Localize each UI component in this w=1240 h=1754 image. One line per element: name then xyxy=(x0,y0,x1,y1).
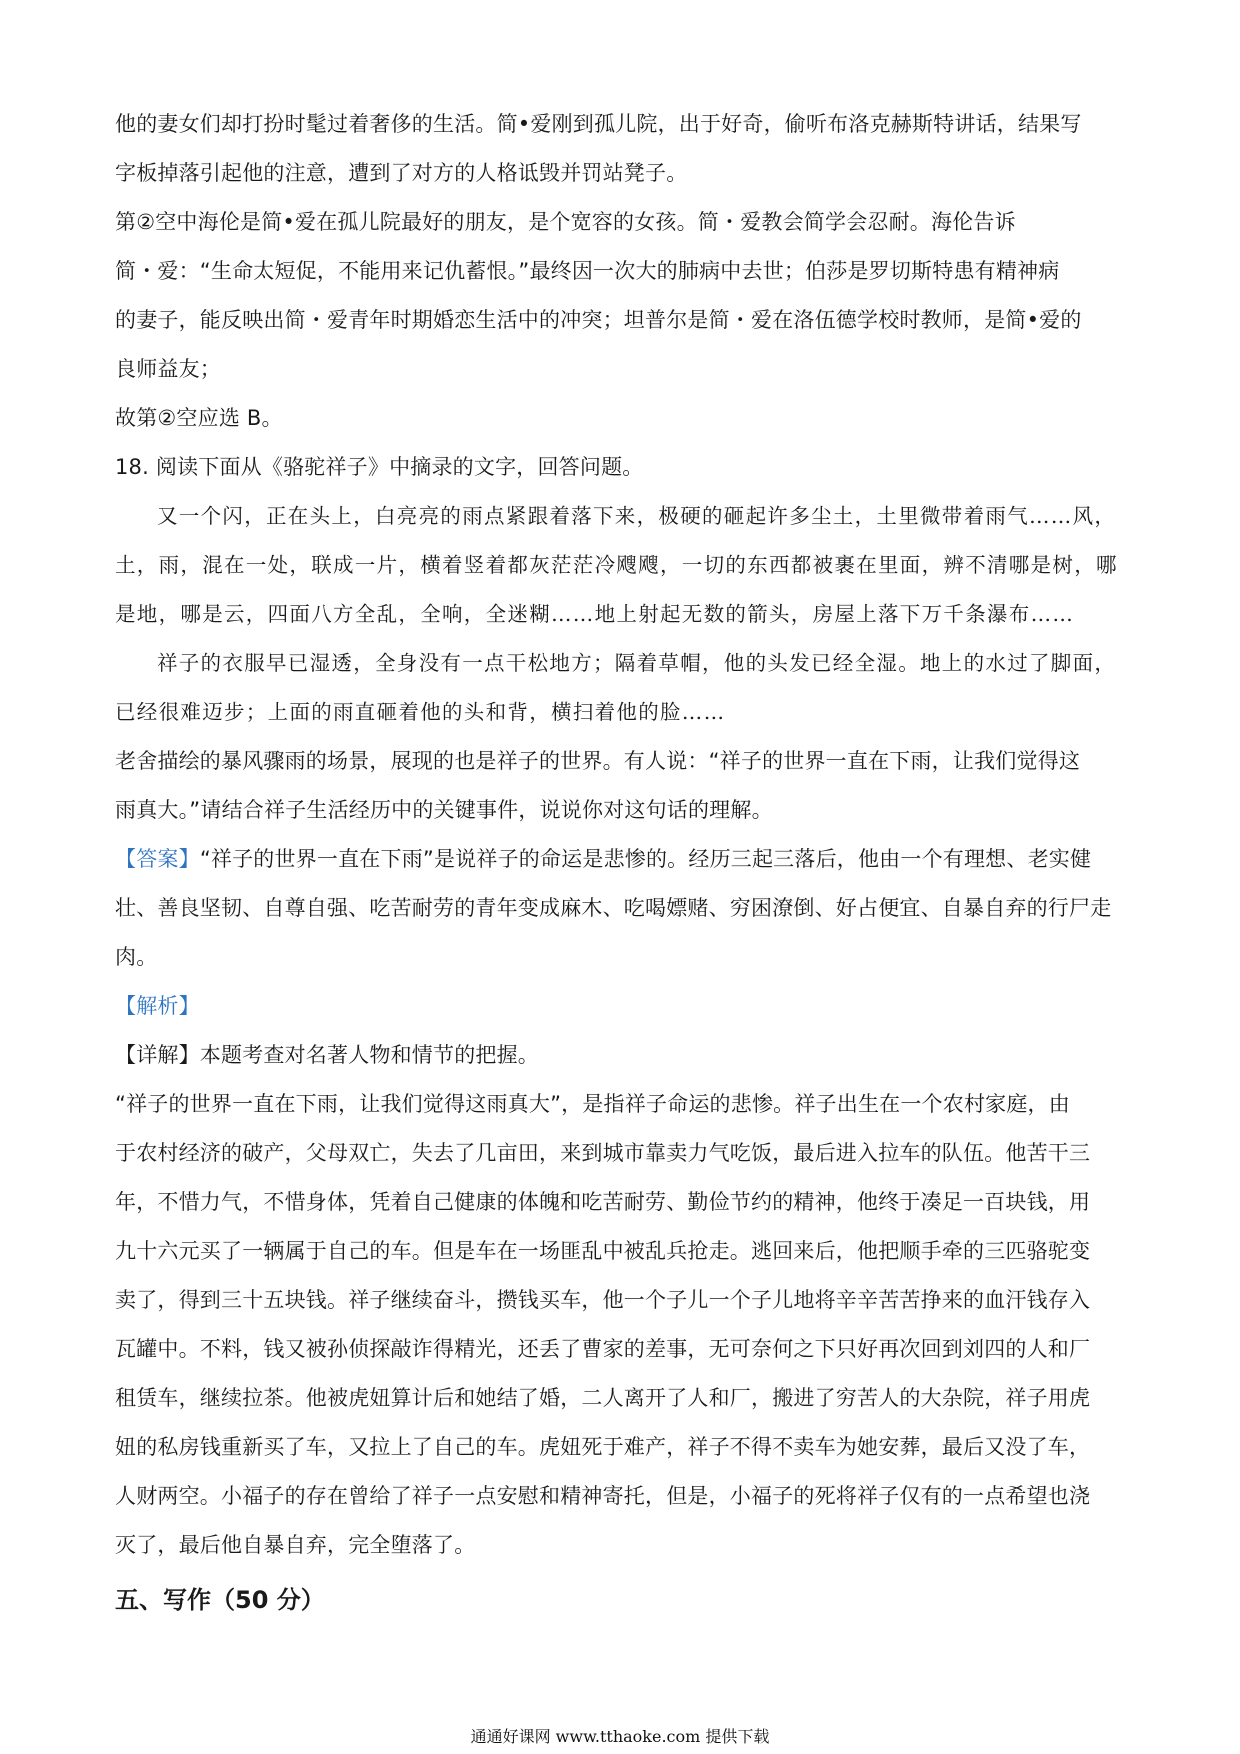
answer-tag: 【答案】 xyxy=(115,847,200,871)
analysis-block xyxy=(115,982,1135,1031)
detail-block xyxy=(115,1031,1135,1080)
answer-line: 壮、善良坚韧、自尊自强、吃苦耐劳的青年变成麻木、吃喝嫖赌、穷困潦倒、好占便宜、自暴自弃的行尸走 xyxy=(115,896,1112,920)
text-line: 他的妻女们却打扮时髦过着奢侈的生活。简•爱刚到孤儿院，出于好奇，偷听布洛克赫斯特讲话，结果写 xyxy=(115,112,1082,136)
text-line: 字板掉落引起他的注意，遭到了对方的人格诋毁并罚站凳子。 xyxy=(115,161,688,185)
page-footer: 通通好课网 www.tthaoke.com 提供下载 xyxy=(470,1727,770,1746)
section-heading-writing: 五、写作（50 分） xyxy=(115,1586,325,1614)
text-line: 18. 阅读下面从《骆驼祥子》中摘录的文字，回答问题。 xyxy=(115,455,644,479)
excerpt-line: 已经很难迈步；上面的雨直砸着他的头和背，横扫着他的脸…… xyxy=(115,700,726,724)
excerpt-line: 祥子的衣服早已湿透，全身没有一点干松地方；隔着草帽，他的头发已经全湿。地上的水过了脚面， xyxy=(157,651,1117,675)
text-line: 瓦罐中。不料，钱又被孙侦探敲诈得精光，还丢了曹家的差事，无可奈何之下只好再次回到刘四的人和厂 xyxy=(115,1337,1091,1361)
text-line: 良师益友； xyxy=(115,357,221,381)
question-18-task xyxy=(115,737,1135,835)
text-line: 卖了，得到三十五块钱。祥子继续奋斗，攒钱买车，他一个子儿一个子儿地将辛辛苦苦挣来的血汗钱存入 xyxy=(115,1288,1091,1312)
excerpt-line: 是地，哪是云，四面八方全乱，全响，全迷糊……地上射起无数的箭头，房屋上落下万千条瀑布…… xyxy=(115,602,1075,626)
text-line: 租赁车，继续拉茶。他被虎妞算计后和她结了婚，二人离开了人和厂，搬进了穷苦人的大杂院，祥子用虎 xyxy=(115,1386,1091,1410)
excerpt-line: 又一个闪，正在头上，白亮亮的雨点紧跟着落下来，极硬的砸起许多尘土，土里微带着雨气……风， xyxy=(157,504,1117,528)
explanation-block xyxy=(115,1080,1135,1570)
page-content xyxy=(115,100,1135,1625)
text-line: 第②空中海伦是简•爱在孤儿院最好的朋友，是个宽容的女孩。简・爱教会简学会忍耐。海伦告诉 xyxy=(115,210,1016,234)
text-line: 故第②空应选 B。 xyxy=(115,406,283,430)
text-line: 灭了，最后他自暴自弃，完全堕落了。 xyxy=(115,1533,476,1557)
text-line: 雨真大。”请结合祥子生活经历中的关键事件，说说你对这句话的理解。 xyxy=(115,798,773,822)
text-line: 年，不惜力气，不惜身体，凭着自己健康的体魄和吃苦耐劳、勤俭节约的精神，他终于凑足一百块钱，用 xyxy=(115,1190,1091,1214)
analysis-tag: 【解析】 xyxy=(115,994,200,1018)
text-line: “祥子的世界一直在下雨，让我们觉得这雨真大”，是指祥子命运的悲惨。祥子出生在一个农村家庭，由 xyxy=(115,1092,1070,1116)
text-line: 老舍描绘的暴风骤雨的场景，展现的也是祥子的世界。有人说：“祥子的世界一直在下雨，让我们觉得这 xyxy=(115,749,1081,773)
answer-block xyxy=(115,835,1135,982)
text-line: 简・爱：“生命太短促，不能用来记仇蓄恨。”最终因一次大的肺病中去世；伯莎是罗切斯特患有精神病 xyxy=(115,259,1060,283)
answer-line: 肉。 xyxy=(115,945,158,969)
answer-text: “祥子的世界一直在下雨”是说祥子的命运是悲惨的。经历三起三落后，他由一个有理想、老实健 xyxy=(199,847,1092,871)
text-line: 的妻子，能反映出简・爱青年时期婚恋生活中的冲突；坦普尔是简・爱在洛伍德学校时教师，是简•爱的 xyxy=(115,308,1082,332)
answer-line xyxy=(115,835,1135,884)
text-line: 【详解】本题考查对名著人物和情节的把握。 xyxy=(115,1043,539,1067)
excerpt-paragraph-storm xyxy=(115,492,1135,639)
excerpt-paragraph-xiangzi xyxy=(115,639,1135,737)
text-line: 妞的私房钱重新买了车，又拉上了自己的车。虎妞死于难产，祥子不得不卖车为她安葬，最后又没了车， xyxy=(115,1435,1091,1459)
paragraph-choice-conclusion xyxy=(115,394,1135,443)
paragraph-blank-2-explanation xyxy=(115,198,1135,394)
excerpt-line: 土，雨，混在一处，联成一片，横着竖着都灰茫茫冷飕飕，一切的东西都被裹在里面，辨不清哪是树，哪 xyxy=(115,553,1118,577)
question-18-prompt xyxy=(115,443,1135,492)
text-line: 于农村经济的破产，父母双亡，失去了几亩田，来到城市靠卖力气吃饭，最后进入拉车的队伍。他苦干三 xyxy=(115,1141,1091,1165)
text-line: 人财两空。小福子的存在曾给了祥子一点安慰和精神寄托，但是，小福子的死将祥子仅有的一点希望也浇 xyxy=(115,1484,1091,1508)
text-line: 九十六元买了一辆属于自己的车。但是车在一场匪乱中被乱兵抢走。逃回来后，他把顺手牵的三匹骆驼变 xyxy=(115,1239,1091,1263)
paragraph-prev-question-tail xyxy=(115,100,1135,198)
